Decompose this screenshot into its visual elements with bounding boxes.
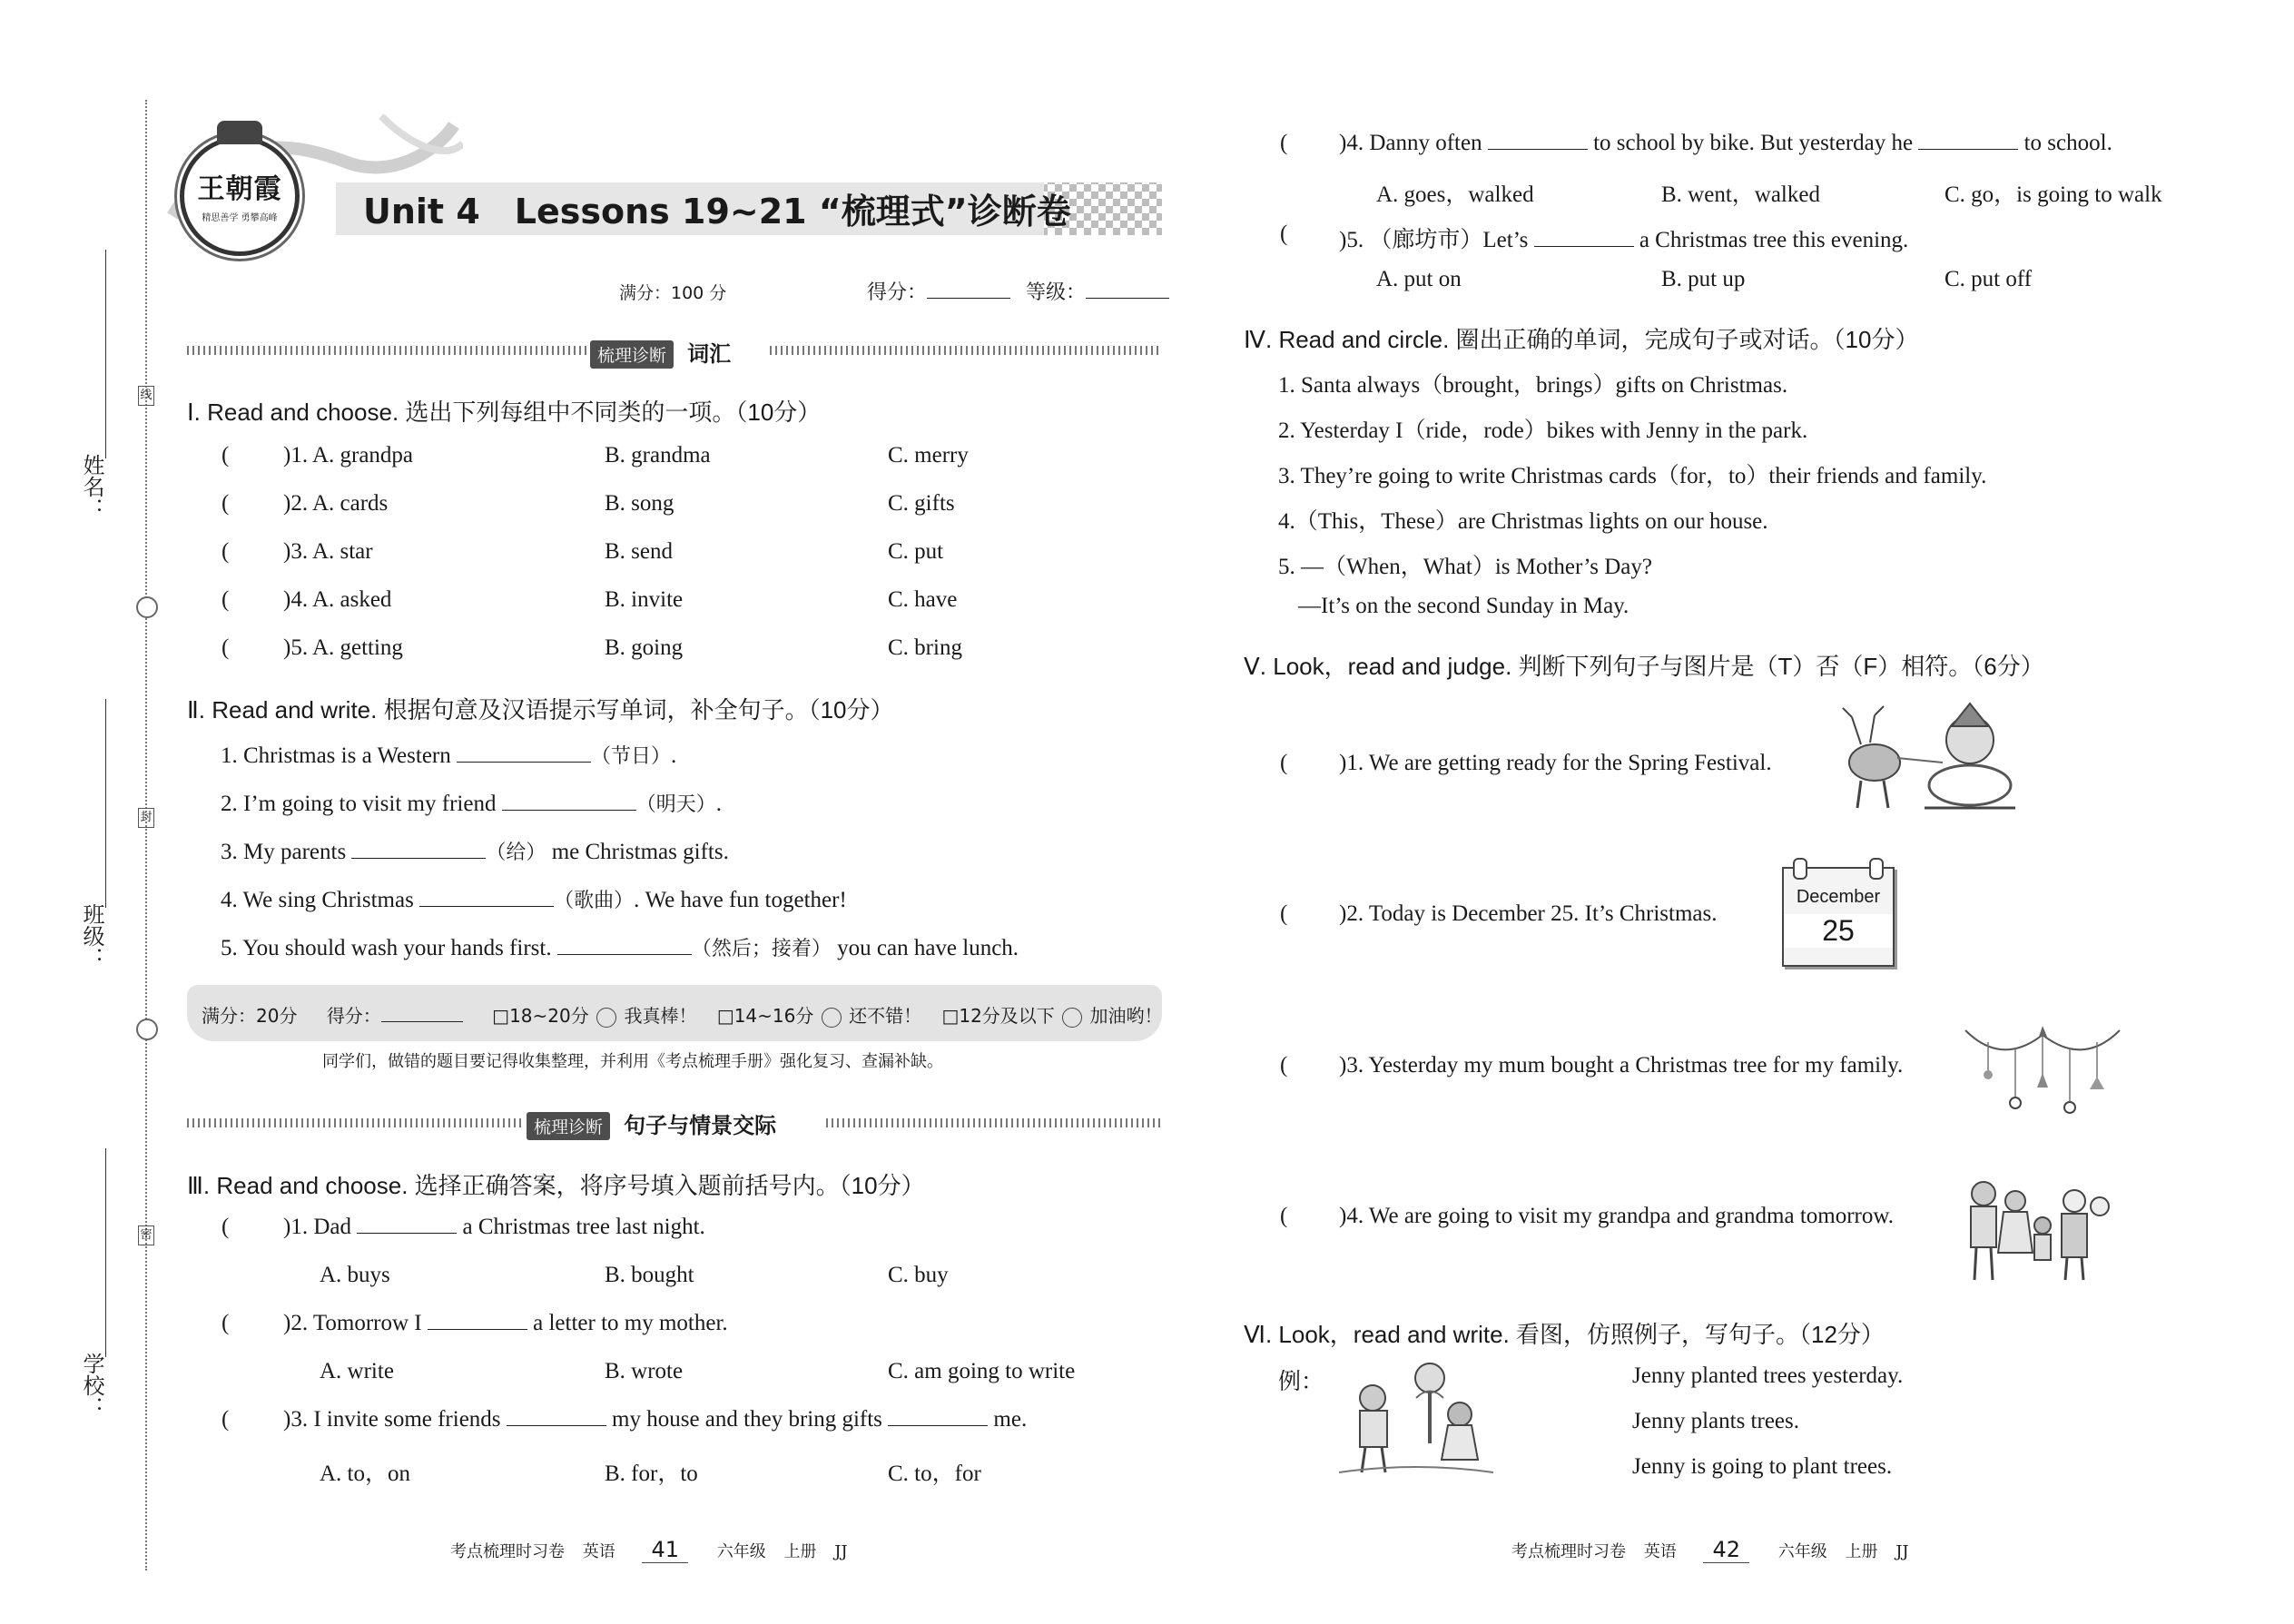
statement: )2. Today is December 25. It’s Christmas. (1339, 901, 1718, 926)
stem-part: my house and they bring gifts (605, 1407, 889, 1432)
footer-series: 考点梳理时习卷 (1511, 1542, 1626, 1561)
brand-logo (180, 136, 300, 256)
section4-item-1: 1. Santa always（brought，brings）gifts on Christmas. (1278, 373, 1788, 398)
score-box-full: 满分：20分 (202, 1005, 298, 1027)
option-b: B. invite (605, 587, 684, 612)
stem-part: to school. (2018, 131, 2112, 155)
section4-item-4: 4.（This，These）are Christmas lights on our house. (1278, 509, 1768, 534)
statement: )4. We are going to visit my grandpa and grandma tomorrow. (1339, 1204, 1895, 1228)
option-a: )3. A. star (283, 539, 373, 564)
footer-series: 考点梳理时习卷 (450, 1542, 565, 1561)
footer-right (1511, 1537, 1909, 1562)
answer-paren[interactable]: ( (1280, 221, 1288, 246)
answer-paren[interactable]: ( (222, 635, 230, 660)
hint: （然后；接着） (691, 937, 832, 960)
answer-paren[interactable]: ( (222, 587, 230, 612)
stem (283, 1407, 1027, 1432)
logo-name: 王朝霞 (197, 173, 282, 205)
page-title: Unit 4 Lessons 19~21 “梳理式”诊断卷 (363, 192, 1071, 231)
example-line-2: Jenny plants trees. (1632, 1409, 1799, 1433)
footer-edition: JJ (834, 1542, 848, 1561)
calendar-month: December (1796, 887, 1881, 907)
grade-blank[interactable] (1086, 297, 1169, 299)
christmas-lights-image (1961, 1017, 2124, 1117)
stem-part: a Christmas tree last night. (457, 1215, 705, 1239)
stem-end: . We have fun together! (634, 888, 847, 912)
planting-trees-image (1334, 1362, 1498, 1480)
grade-field (1026, 277, 1169, 305)
stem-part: )1. Dad (283, 1215, 358, 1239)
example-line-3: Jenny is going to plant trees. (1632, 1454, 1893, 1479)
option-a: )5. A. getting (283, 635, 403, 660)
option-c: C. put (888, 539, 944, 564)
option-c: C. gifts (888, 491, 955, 516)
binding-hole-2 (136, 1019, 158, 1040)
option-a: A. to，on (320, 1462, 411, 1486)
class-write-line (105, 699, 106, 908)
answer-paren[interactable]: ( (1280, 751, 1288, 775)
sentence-rule-right (826, 1118, 1160, 1127)
sentence-tag: 梳理诊断 (527, 1112, 610, 1140)
option-b: B. for，to (605, 1462, 698, 1486)
name-label: 姓名： (79, 454, 104, 519)
answer-paren[interactable]: ( (222, 1407, 230, 1432)
footer-left (450, 1537, 848, 1562)
vocab-rule-right (770, 346, 1160, 355)
answer-blank[interactable] (507, 1424, 606, 1426)
option-c: C. buy (888, 1263, 949, 1287)
answer-blank[interactable] (1534, 245, 1634, 247)
calendar-day: 25 (1784, 914, 1893, 948)
option-a: A. buys (320, 1263, 390, 1287)
stem: 2. I’m going to visit my friend (221, 792, 502, 816)
answer-paren[interactable]: ( (222, 1311, 230, 1335)
stem-part: )4. Danny often (1339, 131, 1488, 155)
option-b: B. went，walked (1661, 182, 1820, 207)
hint: （节日） (591, 744, 672, 767)
section2-item-3 (221, 837, 729, 865)
vocab-rule-left (187, 346, 586, 355)
section4-item-2: 2. Yesterday I（ride，rode）bikes with Jenny in the park. (1278, 418, 1808, 443)
stem: 5. You should wash your hands first. (221, 936, 557, 960)
stem: 4. We sing Christmas (221, 888, 420, 912)
score-box-opt3-text: 加油哟！ (1089, 1005, 1163, 1027)
section4-title: Ⅳ. Read and circle. 圈出正确的单词，完成句子或对话。（10分） (1244, 326, 1919, 353)
cheer-face-icon (1062, 1008, 1082, 1028)
option-a: A. write (320, 1359, 394, 1383)
section3-title: Ⅲ. Read and choose. 选择正确答案，将序号填入题前括号内。（10分） (187, 1172, 925, 1199)
stem (1339, 131, 2112, 156)
section2-item-4 (221, 885, 847, 913)
page-number: 41 (642, 1537, 688, 1563)
option-a: A. goes，walked (1376, 182, 1534, 207)
binding-dotted-line (145, 100, 147, 1570)
section1-title: Ⅰ. Read and choose. 选出下列每组中不同类的一项。（10分） (187, 399, 822, 426)
stem (283, 1311, 728, 1336)
answer-paren[interactable]: ( (1280, 901, 1288, 926)
stem (283, 1215, 705, 1240)
section4-item-5: 5. —（When，What）is Mother’s Day? (1278, 555, 1652, 579)
answer-blank[interactable] (1488, 148, 1588, 150)
section2-item-2 (221, 789, 722, 817)
footer-edition: JJ (1895, 1542, 1909, 1561)
section6-title: Ⅵ. Look，read and write. 看图，仿照例子，写句子。（12分） (1244, 1321, 1885, 1348)
school-write-line (105, 1148, 106, 1357)
grade-label: 等级： (1026, 281, 1087, 304)
class-label: 班级： (79, 903, 104, 969)
seal-char-2: 封 (138, 808, 154, 828)
vocab-tag: 梳理诊断 (590, 340, 674, 369)
stem-end: you can have lunch. (831, 936, 1019, 960)
option-b: B. wrote (605, 1359, 684, 1383)
name-write-line (105, 250, 106, 458)
stem-part: )5. （廊坊市）Let’s (1339, 228, 1534, 252)
calendar-ring-icon (1793, 858, 1807, 880)
score-box-row (202, 1001, 1163, 1028)
full-score: 满分：100 分 (619, 283, 727, 303)
logo-crown-icon (217, 121, 262, 144)
section2-item-5 (221, 933, 1019, 961)
logo-motto: 精思善学 勇攀高峰 (202, 213, 278, 223)
hint: （给） (486, 841, 546, 863)
section4-item-5-answer: —It’s on the second Sunday in May. (1298, 594, 1629, 618)
option-b: B. song (605, 491, 674, 516)
stem-part: a Christmas tree this evening. (1633, 228, 1909, 252)
footer-grade: 六年级 (1777, 1542, 1827, 1561)
page-number: 42 (1703, 1537, 1749, 1563)
option-c: C. to，for (888, 1462, 981, 1486)
section2-item-1 (221, 741, 676, 769)
smile-face-icon (596, 1008, 616, 1028)
stem-end: me Christmas gifts. (546, 840, 729, 864)
section5-title: Ⅴ. Look，read and judge. 判断下列句子与图片是（T）否（F）相符。（6分） (1244, 653, 2044, 680)
example-label: 例： (1278, 1370, 1324, 1394)
stem-part: to school by bike. But yesterday he (1587, 131, 1919, 155)
seal-char-1: 线 (138, 386, 154, 406)
hint: （歌曲） (554, 889, 635, 911)
footer-subject: 英语 (1643, 1542, 1677, 1561)
answer-blank[interactable] (888, 1424, 988, 1426)
answer-paren[interactable]: ( (222, 491, 230, 516)
stem-end: . (715, 792, 722, 816)
stem-end: . (671, 743, 677, 768)
calendar-image (1782, 867, 1895, 967)
score-box-score-label: 得分： (326, 1005, 381, 1027)
stem-part: )2. Tomorrow I (283, 1311, 428, 1335)
stem-part: )3. I invite some friends (283, 1407, 507, 1432)
option-b: B. bought (605, 1263, 694, 1287)
option-b: B. going (605, 635, 684, 660)
seal-char-3: 密 (138, 1225, 154, 1245)
score-box-opt3[interactable]: □12分及以下 (941, 1005, 1055, 1027)
score-box-opt1[interactable]: □18~20分 (492, 1005, 589, 1027)
footer-term: 上册 (783, 1542, 817, 1561)
score-label: 得分： (867, 281, 928, 304)
score-box-opt2[interactable]: □14~16分 (716, 1005, 814, 1027)
answer-paren[interactable]: ( (1280, 1053, 1288, 1078)
answer-blank[interactable] (357, 1232, 457, 1234)
footer-grade: 六年级 (716, 1542, 766, 1561)
score-blank[interactable] (927, 297, 1010, 299)
option-b: B. grandma (605, 443, 711, 468)
statement: )3. Yesterday my mum bought a Christmas tree for my family. (1339, 1053, 1904, 1078)
option-c: C. go，is going to walk (1944, 182, 2162, 207)
score-field (867, 277, 1010, 305)
option-a: )1. A. grandpa (283, 443, 414, 468)
school-label: 学校： (79, 1353, 104, 1418)
sentence-banner-label (527, 1107, 776, 1140)
calendar-ring-icon (1869, 858, 1884, 880)
stem (1339, 221, 1908, 254)
section4-item-3: 3. They’re going to write Christmas cards（for，to）their friends and family. (1278, 464, 1987, 488)
example-line-1: Jenny planted trees yesterday. (1632, 1363, 1904, 1388)
stem-part: me. (988, 1407, 1028, 1432)
answer-blank[interactable] (557, 953, 692, 955)
footer-term: 上册 (1845, 1542, 1878, 1561)
stem-part: a letter to my mother. (527, 1311, 728, 1335)
sentence-rule-left (187, 1118, 523, 1127)
answer-paren[interactable]: ( (222, 539, 230, 564)
vocab-banner-label (590, 336, 731, 369)
answer-blank[interactable] (351, 857, 486, 859)
section2-title: Ⅱ. Read and write. 根据句意及汉语提示写单词，补全句子。（10分） (187, 696, 894, 723)
answer-paren[interactable]: ( (1280, 131, 1288, 155)
sentence-title: 句子与情景交际 (624, 1113, 777, 1138)
answer-blank[interactable] (419, 905, 554, 907)
option-c: C. am going to write (888, 1359, 1076, 1383)
option-c: C. bring (888, 635, 962, 660)
answer-blank[interactable] (457, 761, 591, 763)
vocab-title: 词汇 (687, 341, 732, 367)
review-note: 同学们，做错的题目要记得收集整理，并利用《考点梳理手册》强化复习、查漏补缺。 (322, 1052, 943, 1071)
answer-blank[interactable] (502, 809, 636, 811)
binding-hole-1 (136, 596, 158, 618)
option-a: )2. A. cards (283, 491, 389, 516)
answer-blank[interactable] (428, 1328, 527, 1330)
option-c: C. merry (888, 443, 969, 468)
score-box-opt1-text: 我真棒！ (624, 1005, 697, 1027)
score-box-opt2-text: 还不错！ (849, 1005, 922, 1027)
answer-blank[interactable] (1918, 148, 2018, 150)
footer-subject: 英语 (582, 1542, 615, 1561)
answer-paren[interactable]: ( (222, 1215, 230, 1239)
option-b: B. put up (1661, 267, 1746, 291)
option-c: C. put off (1944, 267, 2033, 291)
score-box-score-blank[interactable] (381, 1020, 463, 1022)
hint: （明天） (635, 792, 716, 815)
option-c: C. have (888, 587, 958, 612)
statement: )1. We are getting ready for the Spring Festival. (1339, 751, 1772, 775)
stem: 3. My parents (221, 840, 352, 864)
answer-paren[interactable]: ( (1280, 1204, 1288, 1228)
santa-sleigh-image (1834, 699, 2015, 817)
option-a: )4. A. asked (283, 587, 392, 612)
answer-paren[interactable]: ( (222, 443, 230, 468)
smile-face-icon (822, 1008, 842, 1028)
option-a: A. put on (1376, 267, 1462, 291)
family-image (1956, 1176, 2111, 1284)
stem: 1. Christmas is a Western (221, 743, 457, 768)
option-b: B. send (605, 539, 673, 564)
